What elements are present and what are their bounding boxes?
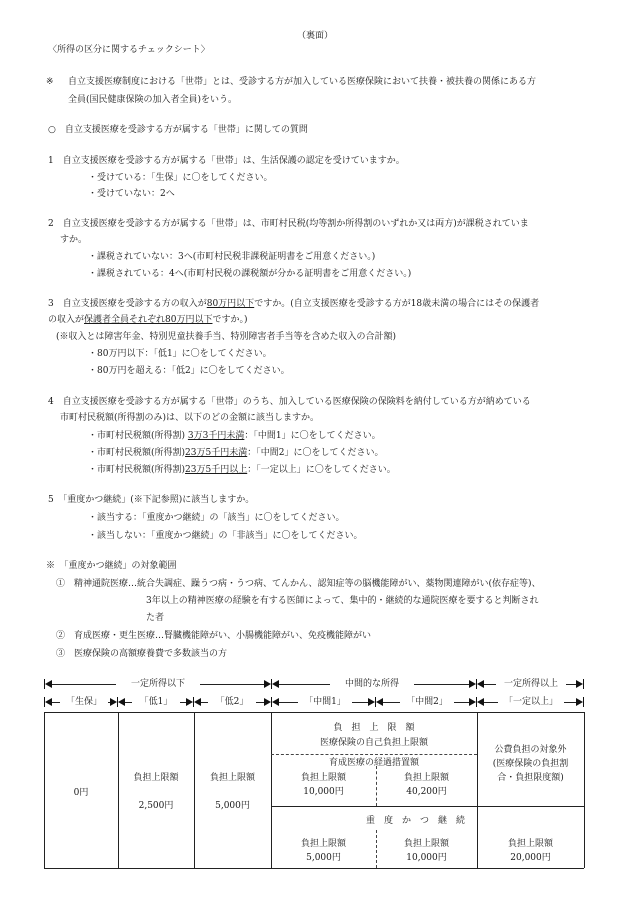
seiho-amount: 0円	[73, 788, 89, 798]
category-mid2: 「中間2」	[400, 696, 454, 708]
scope-item-3: ③ 医療保険の高額療養費で多数該当の方	[56, 649, 228, 659]
q5-option-1: ・該当する：「重度かつ継続」の「該当」に〇をしてください。	[88, 513, 345, 523]
limit-title: 負 担 上 限 額	[333, 723, 415, 733]
question-5: 5 「重度かつ継続」(※下記参照)に該当しますか。	[48, 495, 255, 505]
severe-high-label: 負担上限額	[507, 839, 553, 849]
q2-option-1: ・課税されていない：3へ(市町村民税非課税証明書をご用意ください。)	[88, 252, 376, 262]
band-mid-label: 中間的な所得	[330, 678, 414, 690]
category-low2: 「低2」	[208, 696, 256, 708]
question-4-line-2: 市町村民税額(所得割のみ)は、以下のどの金額に該当しますか。	[60, 413, 320, 423]
note-line-2: 全員(国民健康保険の加入者全員)をいう。	[68, 95, 238, 105]
note-line-1: 自立支援医療制度における「世帯」とは、受診する方が加入している医療保険において扶養・被扶養の関係にある方	[68, 77, 537, 87]
low2-amount: 5,000円	[215, 801, 250, 811]
q5-option-2: ・該当しない：「重度かつ継続」の「非該当」に〇をしてください。	[88, 531, 363, 541]
section-title: ○ 自立支援医療を受診する方が属する「世帯」に関しての質問	[48, 125, 308, 135]
public-excluded-line-2: (医療保険の負担割	[492, 759, 569, 769]
question-2-line-1: 2 自立支援医療を受診する方が属する「世帯」は、市町村民税(均等割か所得割のいずれか又は両方)が課税されていま	[48, 219, 529, 229]
limit-subtitle: 医療保険の自己負担上限額	[319, 738, 428, 748]
q1-option-2: ・受けていない：2へ	[88, 189, 175, 199]
severe-continuous-title: 重 度 か つ 継 続	[366, 816, 466, 826]
question-4-line-1: 4 自立支援医療を受診する方が属する「世帯」のうち、加入している医療保険の保険料を納付している方が納めている	[48, 397, 531, 407]
mid2-amount: 40,200円	[406, 787, 447, 797]
severe-mid1-amount: 5,000円	[306, 853, 341, 863]
scope-item-1-line-2: 3年以上の精神医療の経験を有する医師によって、集中的・継続的な通院医療を要すると判断され	[146, 596, 539, 606]
note-mark: ※	[46, 77, 54, 87]
severe-mid2-label: 負担上限額	[403, 839, 449, 849]
mid1-label: 負担上限額	[300, 773, 346, 783]
scope-item-1-line-1: ① 精神通院医療…統合失調症、躁うつ病・うつ病、てんかん、認知症等の脳機能障がい、薬物関連障がい(依存症等)、	[56, 579, 541, 589]
category-seiho: 「生保」	[60, 696, 108, 708]
scope-item-1-line-3: た者	[146, 613, 165, 623]
mid2-label: 負担上限額	[403, 773, 449, 783]
question-3-line-1: 3 自立支援医療を受診する方の収入が80万円以下ですか。(自立支援医療を受診する方が18歳未満の場合にはその保護者	[48, 299, 540, 309]
scope-item-2: ② 育成医療・更生医療…腎臓機能障がい、小腸機能障がい、免疫機能障がい	[56, 631, 372, 641]
category-mid1: 「中間1」	[298, 696, 352, 708]
q4-option-2: ・市町村民税額(所得割)23万5千円未満：「中間2」に〇をしてください。	[88, 448, 384, 458]
band-low-label: 一定所得以下	[116, 678, 200, 690]
band-high-label: 一定所得以上	[496, 678, 566, 690]
transition-title: 育成医療の経過措置額	[328, 758, 419, 768]
low1-amount: 2,500円	[138, 801, 174, 811]
q2-option-2: ・課税されている：4へ(市町村民税の課税額が分かる証明書をご用意ください。)	[88, 269, 412, 279]
public-excluded-line-3: 合・負担限度額)	[497, 773, 564, 783]
category-high: 「一定以上」	[498, 696, 564, 708]
low2-label: 負担上限額	[209, 773, 255, 783]
q3-option-1: ・80万円以下：「低1」に〇をしてください。	[88, 349, 272, 359]
severe-mid1-label: 負担上限額	[300, 839, 346, 849]
public-excluded-line-1: 公費負担の対象外	[494, 745, 567, 755]
q3-income-note: (※収入とは障害年金、特別児童扶養手当、特別障害者手当等を含めた収入の合計額)	[56, 332, 397, 342]
q4-option-1: ・市町村民税額(所得割) 3万3千円未満：「中間1」に〇をしてください。	[88, 431, 381, 441]
question-1: 1 自立支援医療を受診する方が属する「世帯」は、生活保護の認定を受けていますか。	[48, 156, 405, 166]
mid1-amount: 10,000円	[303, 787, 344, 797]
page-side-label: （裏面）	[296, 31, 333, 41]
severe-high-amount: 20,000円	[510, 853, 551, 863]
question-3-line-2: の収入が保護者全員それぞれ80万円以下ですか。)	[48, 315, 248, 325]
q1-option-1: ・受けている：「生保」に〇をしてください。	[88, 173, 273, 183]
category-low1: 「低1」	[132, 696, 180, 708]
scope-title: ※ 「重度かつ継続」の対象範囲	[46, 561, 177, 571]
sheet-title: 〈所得の区分に関するチェックシート〉	[48, 45, 210, 55]
q4-option-3: ・市町村民税額(所得割)23万5千円以上：「一定以上」に〇をしてください。	[88, 465, 396, 475]
question-2-line-2: すか。	[60, 235, 88, 245]
severe-mid2-amount: 10,000円	[406, 853, 447, 863]
q3-option-2: ・80万円を超える：「低2」に〇をしてください。	[88, 366, 290, 376]
low1-label: 負担上限額	[133, 773, 179, 783]
